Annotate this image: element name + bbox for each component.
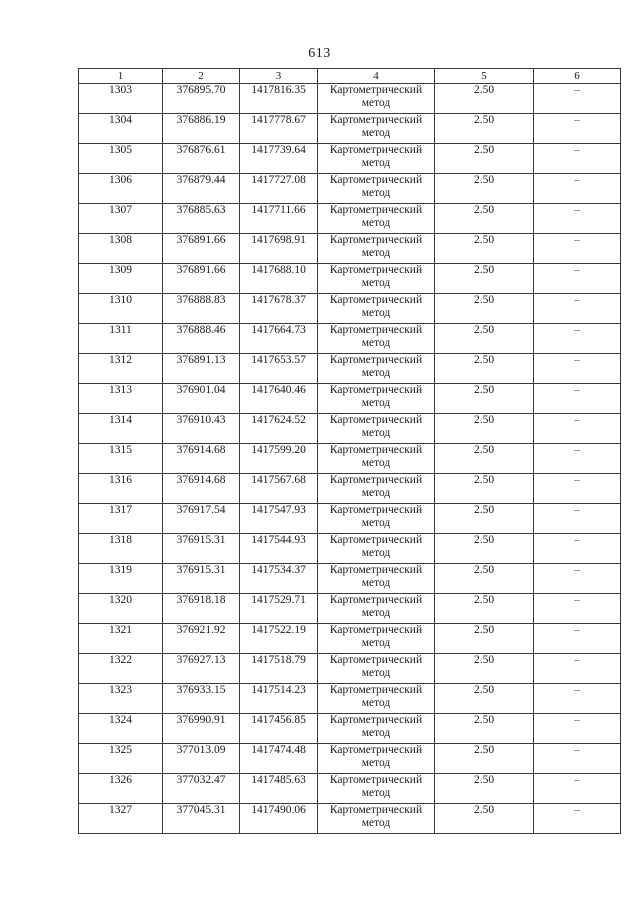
accuracy-cell: 2.50 bbox=[435, 474, 534, 504]
method-line-2: метод bbox=[361, 517, 391, 529]
note-cell: – bbox=[534, 774, 621, 804]
method-line-2: метод bbox=[361, 667, 391, 679]
method-line-2: метод bbox=[361, 547, 391, 559]
y-coordinate-cell: 1417529.71 bbox=[240, 594, 318, 624]
method-line-1: Картометрический bbox=[329, 384, 423, 396]
point-number-cell: 1325 bbox=[79, 744, 163, 774]
column-header-3: 3 bbox=[240, 69, 318, 84]
x-coordinate-cell: 376927.13 bbox=[163, 654, 240, 684]
accuracy-cell: 2.50 bbox=[435, 684, 534, 714]
method-cell bbox=[318, 264, 435, 294]
method-cell bbox=[318, 354, 435, 384]
y-coordinate-cell: 1417816.35 bbox=[240, 84, 318, 114]
y-coordinate-cell: 1417544.93 bbox=[240, 534, 318, 564]
table-row bbox=[79, 564, 621, 594]
table-row bbox=[79, 474, 621, 504]
y-coordinate-cell: 1417522.19 bbox=[240, 624, 318, 654]
y-coordinate-cell: 1417567.68 bbox=[240, 474, 318, 504]
point-number-cell: 1307 bbox=[79, 204, 163, 234]
table-row bbox=[79, 114, 621, 144]
table-row bbox=[79, 534, 621, 564]
method-cell bbox=[318, 774, 435, 804]
note-cell: – bbox=[534, 684, 621, 714]
accuracy-cell: 2.50 bbox=[435, 204, 534, 234]
y-coordinate-cell: 1417456.85 bbox=[240, 714, 318, 744]
note-cell: – bbox=[534, 354, 621, 384]
point-number-cell: 1309 bbox=[79, 264, 163, 294]
point-number-cell: 1313 bbox=[79, 384, 163, 414]
table-row bbox=[79, 294, 621, 324]
y-coordinate-cell: 1417474.48 bbox=[240, 744, 318, 774]
note-cell: – bbox=[534, 384, 621, 414]
table-row bbox=[79, 504, 621, 534]
method-line-1: Картометрический bbox=[329, 684, 423, 696]
x-coordinate-cell: 376891.13 bbox=[163, 354, 240, 384]
method-cell bbox=[318, 204, 435, 234]
table-row bbox=[79, 624, 621, 654]
table-row bbox=[79, 234, 621, 264]
table-row bbox=[79, 654, 621, 684]
note-cell: – bbox=[534, 114, 621, 144]
note-cell: – bbox=[534, 324, 621, 354]
method-line-1: Картометрический bbox=[329, 354, 423, 366]
method-line-2: метод bbox=[361, 817, 391, 829]
accuracy-cell: 2.50 bbox=[435, 144, 534, 174]
x-coordinate-cell: 376888.46 bbox=[163, 324, 240, 354]
method-line-1: Картометрический bbox=[329, 504, 423, 516]
table-row bbox=[79, 84, 621, 114]
accuracy-cell: 2.50 bbox=[435, 654, 534, 684]
y-coordinate-cell: 1417653.57 bbox=[240, 354, 318, 384]
y-coordinate-cell: 1417490.06 bbox=[240, 804, 318, 834]
note-cell: – bbox=[534, 594, 621, 624]
table-row bbox=[79, 264, 621, 294]
note-cell: – bbox=[534, 624, 621, 654]
method-line-2: метод bbox=[361, 427, 391, 439]
x-coordinate-cell: 377045.31 bbox=[163, 804, 240, 834]
x-coordinate-cell: 376918.18 bbox=[163, 594, 240, 624]
point-number-cell: 1310 bbox=[79, 294, 163, 324]
table-row bbox=[79, 774, 621, 804]
x-coordinate-cell: 376901.04 bbox=[163, 384, 240, 414]
method-cell bbox=[318, 294, 435, 324]
point-number-cell: 1312 bbox=[79, 354, 163, 384]
method-line-2: метод bbox=[361, 187, 391, 199]
table-row bbox=[79, 744, 621, 774]
note-cell: – bbox=[534, 204, 621, 234]
table-row bbox=[79, 594, 621, 624]
y-coordinate-cell: 1417664.73 bbox=[240, 324, 318, 354]
x-coordinate-cell: 376885.63 bbox=[163, 204, 240, 234]
point-number-cell: 1308 bbox=[79, 234, 163, 264]
y-coordinate-cell: 1417514.23 bbox=[240, 684, 318, 714]
note-cell: – bbox=[534, 294, 621, 324]
x-coordinate-cell: 376990.91 bbox=[163, 714, 240, 744]
accuracy-cell: 2.50 bbox=[435, 414, 534, 444]
method-line-2: метод bbox=[361, 757, 391, 769]
accuracy-cell: 2.50 bbox=[435, 564, 534, 594]
y-coordinate-cell: 1417640.46 bbox=[240, 384, 318, 414]
method-line-2: метод bbox=[361, 277, 391, 289]
method-line-1: Картометрический bbox=[329, 654, 423, 666]
method-cell bbox=[318, 114, 435, 144]
method-line-1: Картометрический bbox=[329, 294, 423, 306]
note-cell: – bbox=[534, 414, 621, 444]
table-row bbox=[79, 144, 621, 174]
x-coordinate-cell: 376914.68 bbox=[163, 444, 240, 474]
method-line-2: метод bbox=[361, 487, 391, 499]
method-cell bbox=[318, 84, 435, 114]
x-coordinate-cell: 376891.66 bbox=[163, 264, 240, 294]
method-cell bbox=[318, 414, 435, 444]
x-coordinate-cell: 377032.47 bbox=[163, 774, 240, 804]
method-cell bbox=[318, 714, 435, 744]
method-cell bbox=[318, 804, 435, 834]
note-cell: – bbox=[534, 504, 621, 534]
table-row bbox=[79, 714, 621, 744]
accuracy-cell: 2.50 bbox=[435, 234, 534, 264]
method-line-1: Картометрический bbox=[329, 324, 423, 336]
x-coordinate-cell: 376891.66 bbox=[163, 234, 240, 264]
point-number-cell: 1316 bbox=[79, 474, 163, 504]
method-cell bbox=[318, 684, 435, 714]
method-cell bbox=[318, 144, 435, 174]
y-coordinate-cell: 1417698.91 bbox=[240, 234, 318, 264]
header-row bbox=[79, 69, 621, 84]
accuracy-cell: 2.50 bbox=[435, 264, 534, 294]
method-line-1: Картометрический bbox=[329, 204, 423, 216]
method-line-1: Картометрический bbox=[329, 144, 423, 156]
method-line-2: метод bbox=[361, 97, 391, 109]
note-cell: – bbox=[534, 264, 621, 294]
note-cell: – bbox=[534, 174, 621, 204]
note-cell: – bbox=[534, 744, 621, 774]
point-number-cell: 1327 bbox=[79, 804, 163, 834]
y-coordinate-cell: 1417778.67 bbox=[240, 114, 318, 144]
method-cell bbox=[318, 654, 435, 684]
y-coordinate-cell: 1417518.79 bbox=[240, 654, 318, 684]
point-number-cell: 1305 bbox=[79, 144, 163, 174]
method-line-1: Картометрический bbox=[329, 174, 423, 186]
column-header-5: 5 bbox=[435, 69, 534, 84]
y-coordinate-cell: 1417599.20 bbox=[240, 444, 318, 474]
y-coordinate-cell: 1417485.63 bbox=[240, 774, 318, 804]
table-row bbox=[79, 444, 621, 474]
accuracy-cell: 2.50 bbox=[435, 444, 534, 474]
accuracy-cell: 2.50 bbox=[435, 324, 534, 354]
method-line-2: метод bbox=[361, 787, 391, 799]
note-cell: – bbox=[534, 534, 621, 564]
method-line-2: метод bbox=[361, 367, 391, 379]
table-header bbox=[79, 69, 621, 84]
accuracy-cell: 2.50 bbox=[435, 84, 534, 114]
method-cell bbox=[318, 744, 435, 774]
x-coordinate-cell: 376917.54 bbox=[163, 504, 240, 534]
accuracy-cell: 2.50 bbox=[435, 294, 534, 324]
accuracy-cell: 2.50 bbox=[435, 504, 534, 534]
accuracy-cell: 2.50 bbox=[435, 774, 534, 804]
method-line-1: Картометрический bbox=[329, 564, 423, 576]
method-line-2: метод bbox=[361, 157, 391, 169]
y-coordinate-cell: 1417688.10 bbox=[240, 264, 318, 294]
method-cell bbox=[318, 444, 435, 474]
note-cell: – bbox=[534, 474, 621, 504]
method-line-1: Картометрический bbox=[329, 474, 423, 486]
method-line-1: Картометрический bbox=[329, 414, 423, 426]
method-cell bbox=[318, 594, 435, 624]
table-row bbox=[79, 684, 621, 714]
table-row bbox=[79, 384, 621, 414]
column-header-1: 1 bbox=[79, 69, 163, 84]
point-number-cell: 1323 bbox=[79, 684, 163, 714]
point-number-cell: 1317 bbox=[79, 504, 163, 534]
note-cell: – bbox=[534, 564, 621, 594]
page-number: 613 bbox=[308, 46, 331, 61]
accuracy-cell: 2.50 bbox=[435, 804, 534, 834]
method-line-2: метод bbox=[361, 697, 391, 709]
x-coordinate-cell: 376895.70 bbox=[163, 84, 240, 114]
x-coordinate-cell: 376879.44 bbox=[163, 174, 240, 204]
method-line-2: метод bbox=[361, 217, 391, 229]
note-cell: – bbox=[534, 444, 621, 474]
method-cell bbox=[318, 564, 435, 594]
table-row bbox=[79, 354, 621, 384]
point-number-cell: 1311 bbox=[79, 324, 163, 354]
y-coordinate-cell: 1417547.93 bbox=[240, 504, 318, 534]
point-number-cell: 1321 bbox=[79, 624, 163, 654]
note-cell: – bbox=[534, 714, 621, 744]
method-line-1: Картометрический bbox=[329, 444, 423, 456]
method-line-2: метод bbox=[361, 607, 391, 619]
accuracy-cell: 2.50 bbox=[435, 714, 534, 744]
method-line-1: Картометрический bbox=[329, 804, 423, 816]
method-line-2: метод bbox=[361, 247, 391, 259]
x-coordinate-cell: 376933.15 bbox=[163, 684, 240, 714]
coordinates-table bbox=[78, 68, 621, 834]
table-row bbox=[79, 414, 621, 444]
point-number-cell: 1320 bbox=[79, 594, 163, 624]
point-number-cell: 1319 bbox=[79, 564, 163, 594]
method-line-2: метод bbox=[361, 727, 391, 739]
point-number-cell: 1304 bbox=[79, 114, 163, 144]
y-coordinate-cell: 1417711.66 bbox=[240, 204, 318, 234]
table-row bbox=[79, 174, 621, 204]
y-coordinate-cell: 1417534.37 bbox=[240, 564, 318, 594]
method-line-2: метод bbox=[361, 577, 391, 589]
method-cell bbox=[318, 324, 435, 354]
method-cell bbox=[318, 384, 435, 414]
x-coordinate-cell: 376914.68 bbox=[163, 474, 240, 504]
method-line-1: Картометрический bbox=[329, 714, 423, 726]
point-number-cell: 1322 bbox=[79, 654, 163, 684]
accuracy-cell: 2.50 bbox=[435, 624, 534, 654]
x-coordinate-cell: 376915.31 bbox=[163, 564, 240, 594]
y-coordinate-cell: 1417678.37 bbox=[240, 294, 318, 324]
x-coordinate-cell: 376888.83 bbox=[163, 294, 240, 324]
table-body bbox=[79, 84, 621, 834]
note-cell: – bbox=[534, 654, 621, 684]
table-row bbox=[79, 204, 621, 234]
point-number-cell: 1318 bbox=[79, 534, 163, 564]
method-line-1: Картометрический bbox=[329, 84, 423, 96]
note-cell: – bbox=[534, 144, 621, 174]
method-line-1: Картометрический bbox=[329, 774, 423, 786]
point-number-cell: 1306 bbox=[79, 174, 163, 204]
y-coordinate-cell: 1417624.52 bbox=[240, 414, 318, 444]
point-number-cell: 1324 bbox=[79, 714, 163, 744]
method-cell bbox=[318, 624, 435, 654]
column-header-6: 6 bbox=[534, 69, 621, 84]
column-header-2: 2 bbox=[163, 69, 240, 84]
x-coordinate-cell: 377013.09 bbox=[163, 744, 240, 774]
x-coordinate-cell: 376921.92 bbox=[163, 624, 240, 654]
point-number-cell: 1315 bbox=[79, 444, 163, 474]
x-coordinate-cell: 376876.61 bbox=[163, 144, 240, 174]
method-line-1: Картометрический bbox=[329, 534, 423, 546]
x-coordinate-cell: 376915.31 bbox=[163, 534, 240, 564]
method-cell bbox=[318, 504, 435, 534]
note-cell: – bbox=[534, 84, 621, 114]
method-cell bbox=[318, 234, 435, 264]
method-cell bbox=[318, 474, 435, 504]
method-line-1: Картометрический bbox=[329, 594, 423, 606]
x-coordinate-cell: 376886.19 bbox=[163, 114, 240, 144]
y-coordinate-cell: 1417727.08 bbox=[240, 174, 318, 204]
point-number-cell: 1314 bbox=[79, 414, 163, 444]
method-line-2: метод bbox=[361, 637, 391, 649]
note-cell: – bbox=[534, 234, 621, 264]
accuracy-cell: 2.50 bbox=[435, 354, 534, 384]
method-line-2: метод bbox=[361, 457, 391, 469]
point-number-cell: 1303 bbox=[79, 84, 163, 114]
note-cell: – bbox=[534, 804, 621, 834]
method-line-2: метод bbox=[361, 337, 391, 349]
method-line-1: Картометрический bbox=[329, 744, 423, 756]
accuracy-cell: 2.50 bbox=[435, 174, 534, 204]
method-line-2: метод bbox=[361, 127, 391, 139]
table-row bbox=[79, 324, 621, 354]
method-line-2: метод bbox=[361, 307, 391, 319]
x-coordinate-cell: 376910.43 bbox=[163, 414, 240, 444]
method-line-1: Картометрический bbox=[329, 264, 423, 276]
accuracy-cell: 2.50 bbox=[435, 534, 534, 564]
column-header-4: 4 bbox=[318, 69, 435, 84]
method-cell bbox=[318, 534, 435, 564]
method-cell bbox=[318, 174, 435, 204]
method-line-2: метод bbox=[361, 397, 391, 409]
accuracy-cell: 2.50 bbox=[435, 594, 534, 624]
accuracy-cell: 2.50 bbox=[435, 384, 534, 414]
accuracy-cell: 2.50 bbox=[435, 744, 534, 774]
y-coordinate-cell: 1417739.64 bbox=[240, 144, 318, 174]
method-line-1: Картометрический bbox=[329, 234, 423, 246]
method-line-1: Картометрический bbox=[329, 114, 423, 126]
method-line-1: Картометрический bbox=[329, 624, 423, 636]
point-number-cell: 1326 bbox=[79, 774, 163, 804]
accuracy-cell: 2.50 bbox=[435, 114, 534, 144]
table-row bbox=[79, 804, 621, 834]
